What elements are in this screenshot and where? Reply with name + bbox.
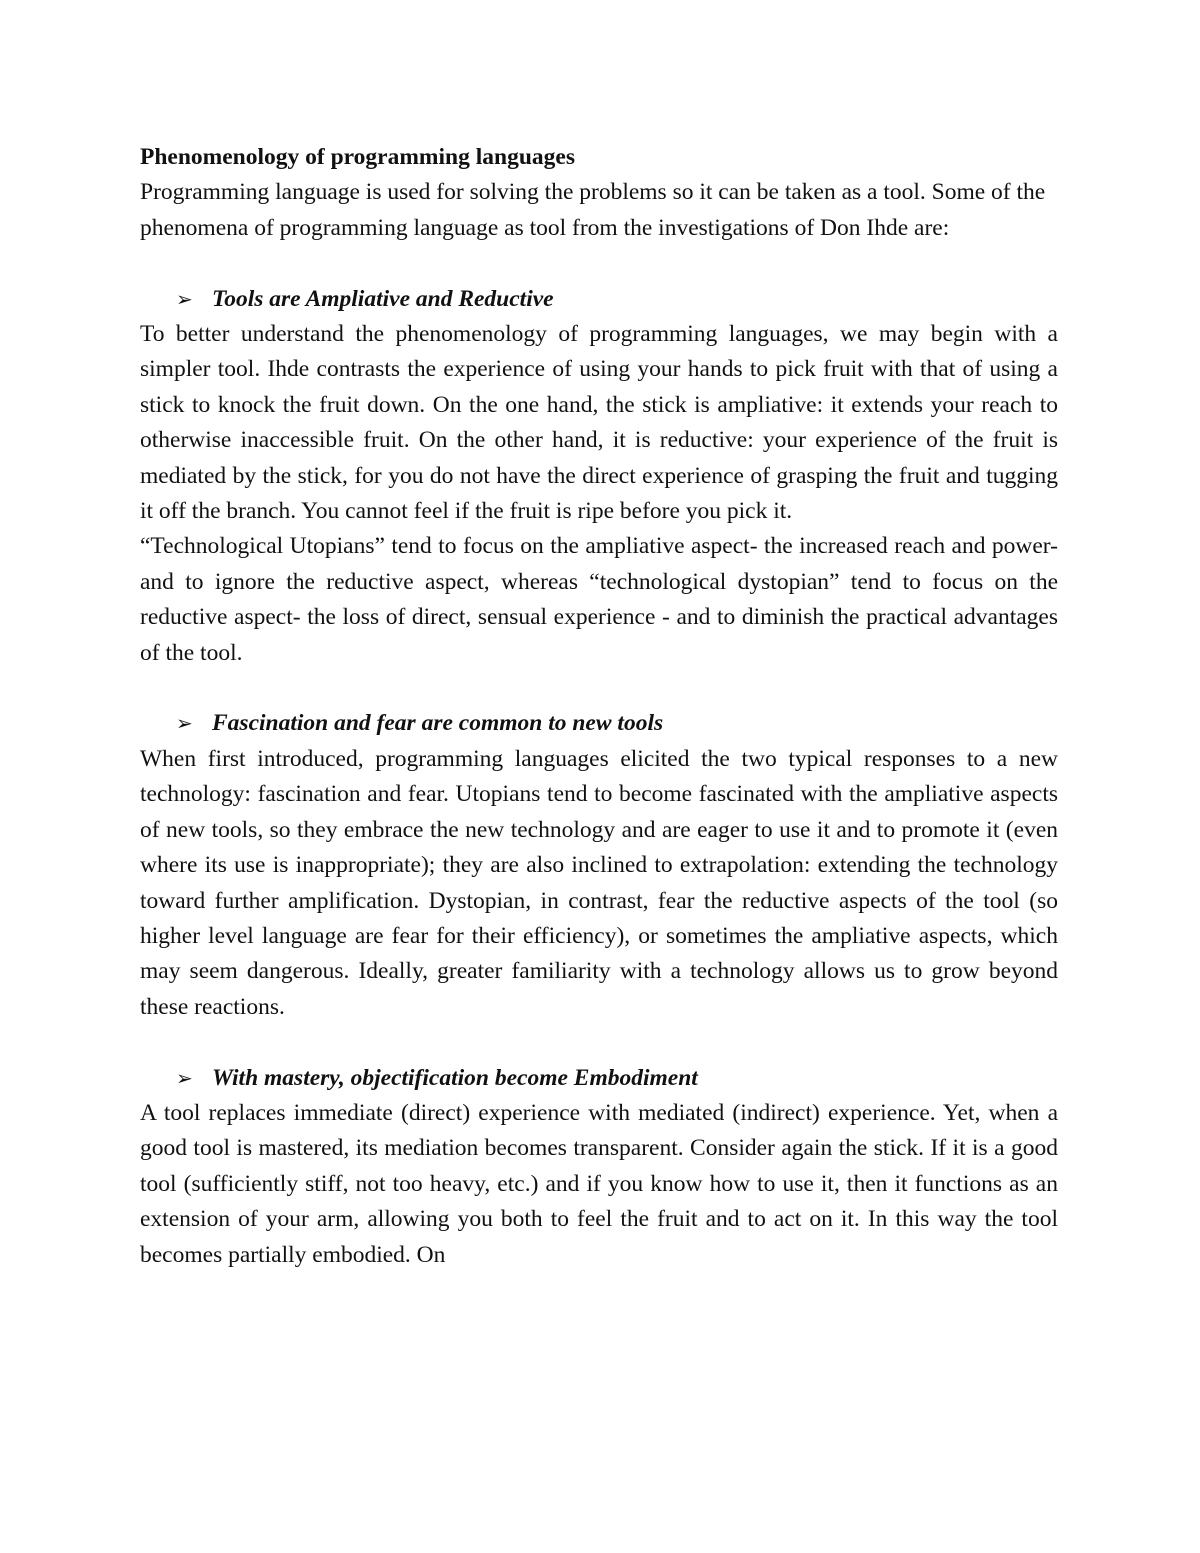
section-ampliative-reductive — [140, 282, 1058, 671]
section-fascination-fear — [140, 706, 1058, 1025]
intro-paragraph: Programming language is used for solving the problems so it can be taken as a tool. Some of the phenomena of programming language as tool from the investigations of Don Ihde are: — [140, 179, 1046, 241]
spacer — [140, 671, 1058, 706]
section-heading — [140, 282, 1058, 317]
arrowhead-bullet-icon: ➢ — [176, 286, 193, 311]
section-mastery-embodiment — [140, 1061, 1058, 1273]
section-heading-text: Fascination and fear are common to new tools — [212, 710, 664, 737]
arrowhead-bullet-icon: ➢ — [176, 711, 193, 736]
document-title: Phenomenology of programming languages — [140, 144, 575, 170]
arrowhead-bullet-icon: ➢ — [176, 1065, 193, 1090]
section-heading — [140, 1061, 1058, 1096]
section-paragraph: A tool replaces immediate (direct) experience with mediated (indirect) experience. Yet, when a good tool is mastered, its mediation becomes transparent. Consider again the stick. If it is a good tool (sufficiently stiff, not too heavy, etc.) and if you know how to use it, then it functions as an extension of your arm, allowing you both to feel the fruit and to act on it. In this way the tool becomes partially embodied. On — [140, 1099, 1058, 1268]
spacer — [140, 1025, 1058, 1060]
section-paragraph: To better understand the phenomenology of programming languages, we may begin with a simpler tool. Ihde contrasts the experience of using your hands to pick fruit with that of using a stick to knock the fruit down. On the one hand, the stick is ampliative: it extends your reach to otherwise inaccessible fruit. On the other hand, it is reductive: your experience of the fruit is mediated by the stick, for you do not have the direct experience of grasping the fruit and tugging it off the branch. You cannot feel if the fruit is ripe before you pick it. — [140, 321, 1058, 525]
section-heading — [140, 706, 1058, 741]
section-heading-text: With mastery, objectification become Embodiment — [212, 1064, 698, 1091]
section-paragraph: When first introduced, programming languages elicited the two typical responses to a new technology: fascination and fear. Utopians tend to become fascinated with the ampliative aspects of new tools, so they embrace the new technology and are eager to use it and to promote it (even where its use is inappropriate); they are also inclined to extrapolation: extending the technology toward further amplification. Dystopian, in contrast, fear the reductive aspects of the tool (so higher level language are fear for their efficiency), or sometimes the ampliative aspects, which may seem dangerous. Ideally, greater familiarity with a technology allows us to grow beyond these reactions. — [140, 745, 1058, 1020]
section-heading-text: Tools are Ampliative and Reductive — [212, 285, 554, 312]
spacer — [140, 246, 1058, 281]
section-paragraph: “Technological Utopians” tend to focus on the ampliative aspect- the increased reach and power- and to ignore the reductive aspect, whereas “technological dystopian” tend to focus on the reductive aspect- the loss of direct, sensual experience - and to diminish the practical advantages of the tool. — [140, 533, 1058, 666]
document-page — [140, 140, 1058, 1273]
